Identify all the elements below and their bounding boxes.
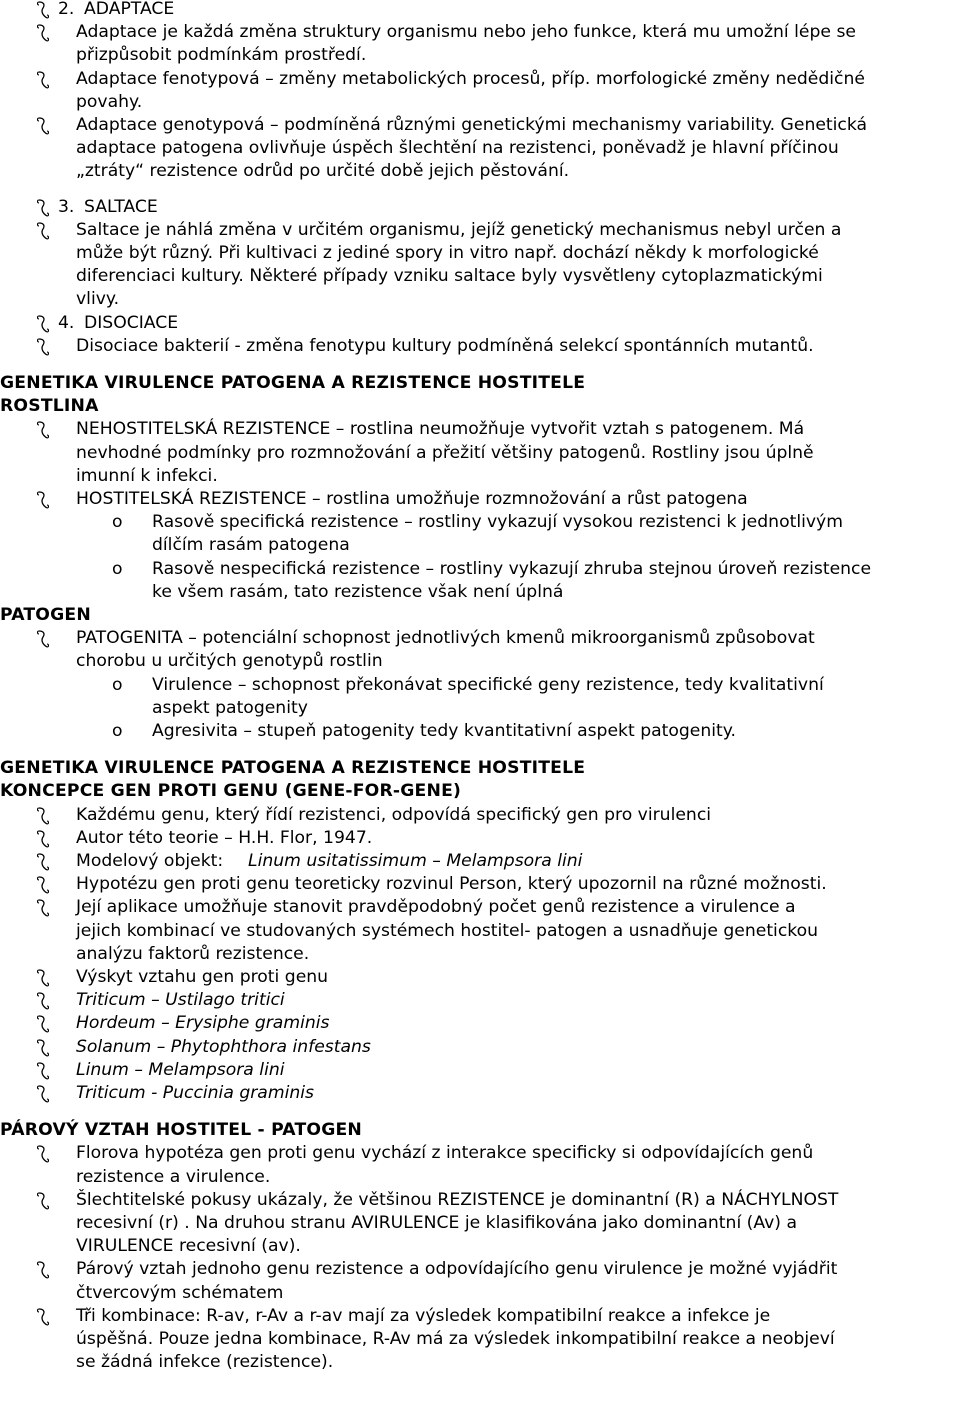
list-item: čtvercovým schématem [76,1282,284,1303]
section-title: DISOCIACE [84,312,179,333]
list-item: Adaptace genotypová – podmíněná různými genetickými mechanismy variability. Genetická [76,115,868,135]
scroll-bullet-icon [36,1038,50,1058]
scroll-bullet-icon [36,1191,50,1211]
list-item: Adaptace fenotypová – změny metabolických procesů, příp. morfologické změny nedědičné [76,68,865,89]
model-object-value: Linum usitatissimum – Melampsora lini [248,851,583,871]
list-item: rezistence a virulence. [76,1166,271,1187]
list-item: Výskyt vztahu gen proti genu [76,967,329,987]
list-item: Tři kombinace: R-av, r-Av a r-av mají za výsledek kompatibilní reakce a infekce je [76,1305,771,1326]
scroll-bullet-icon [36,0,50,20]
list-item: přizpůsobit podmínkám prostředí. [76,45,367,66]
section-heading: PÁROVÝ VZTAH HOSTITEL - PATOGEN [0,1120,363,1141]
scroll-bullet-icon [36,1084,50,1104]
section-number: 2. [58,0,75,19]
sub-list-item: aspekt patogenity [152,697,308,718]
scroll-bullet-icon [36,1260,50,1280]
scroll-bullet-icon [36,968,50,988]
section-heading: GENETIKA VIRULENCE PATOGENA A REZISTENCE HOSTITELE [0,373,586,393]
section-title: SALTACE [84,196,158,217]
host-pathogen-pair: Solanum – Phytophthora infestans [76,1036,371,1057]
section-title: ADAPTACE [84,0,175,19]
sub-bullet-marker: o [112,512,123,533]
sub-bullet-marker: o [112,674,123,695]
list-item: NEHOSTITELSKÁ REZISTENCE – rostlina neumožňuje vytvořit vztah s patogenem. Má [76,419,805,440]
sub-list-item: Rasově nespecifická rezistence – rostliny vykazují zhruba stejnou úroveň rezistence [152,558,872,579]
section-number: 3. [58,196,75,217]
sub-list-item: dílčím rasám patogena [152,535,350,556]
list-item: VIRULENCE recesivní (av). [76,1236,301,1257]
list-item: Její aplikace umožňuje stanovit pravděpodobný počet genů rezistence a virulence a [76,897,796,918]
section-heading: ROSTLINA [0,396,99,417]
list-item: HOSTITELSKÁ REZISTENCE – rostlina umožňuje rozmnožování a růst patogena [76,489,748,509]
list-item: imunní k infekci. [76,465,218,486]
scroll-bullet-icon [36,1144,50,1164]
scroll-bullet-icon [36,23,50,43]
list-item: analýzu faktorů rezistence. [76,943,310,964]
scroll-bullet-icon [36,1014,50,1034]
sub-bullet-marker: o [112,721,123,741]
list-item: se žádná infekce (rezistence). [76,1352,334,1373]
list-item: Hypotézu gen proti genu teoreticky rozvinul Person, který upozornil na různé možnosti. [76,874,827,895]
list-item: povahy. [76,91,143,112]
list-item: nevhodné podmínky pro rozmnožování a přežití většiny patogenů. Rostliny jsou úplně [76,442,814,463]
scroll-bullet-icon [36,852,50,872]
sub-list-item: Virulence – schopnost překonávat specifické geny rezistence, tedy kvalitativní [152,674,824,695]
sub-bullet-marker: o [112,558,123,579]
sub-list-item: Agresivita – stupeň patogenity tedy kvantitativní aspekt patogenity. [152,721,736,741]
scroll-bullet-icon [36,198,50,218]
list-item: může být různý. Při kultivaci z jediné spory in vitro např. dochází někdy k morfologické [76,243,819,263]
scroll-bullet-icon [36,806,50,826]
sub-list-item: Rasově specifická rezistence – rostliny vykazují vysokou rezistenci k jednotlivým [152,512,843,533]
list-item: recesivní (r) . Na druhou stranu AVIRULENCE je klasifikována jako dominantní (Av) a [76,1213,798,1233]
host-pathogen-pair: Hordeum – Erysiphe graminis [76,1013,330,1034]
section-number: 4. [58,312,75,333]
list-item: chorobu u určitých genotypů rostlin [76,651,383,672]
scroll-bullet-icon [36,898,50,918]
list-item: Disociace bakterií - změna fenotypu kultury podmíněná selekcí spontánních mutantů. [76,335,814,356]
list-item: Saltace je náhlá změna v určitém organismu, jejíž genetický mechanismus nebyl určen a [76,219,842,240]
list-item: Šlechtitelské pokusy ukázaly, že většinou REZISTENCE je dominantní (R) a NÁCHYLNOST [76,1189,839,1210]
list-item: Každému genu, který řídí rezistenci, odpovídá specifický gen pro virulenci [76,804,712,825]
scroll-bullet-icon [36,337,50,357]
list-item: „ztráty“ rezistence odrůd po určité době jejich pěstování. [76,161,570,182]
list-item: adaptace patogena ovlivňuje úspěch šlechtění na rezistenci, poněvadž je hlavní příčinou [76,138,839,159]
scroll-bullet-icon [36,829,50,849]
host-pathogen-pair: Linum – Melampsora lini [76,1059,285,1080]
host-pathogen-pair: Triticum – Ustilago tritici [76,990,285,1011]
scroll-bullet-icon [36,70,50,90]
list-item: Florova hypotéza gen proti genu vychází z interakce specificky si odpovídajících genů [76,1143,814,1164]
scroll-bullet-icon [36,420,50,440]
list-item: diferenciaci kultury. Některé případy vzniku saltace byly vysvětleny cytoplazmatickými [76,266,823,287]
list-item: Párový vztah jednoho genu rezistence a odpovídajícího genu virulence je možné vyjádřit [76,1259,838,1280]
section-heading: PATOGEN [0,605,91,625]
scroll-bullet-icon [36,314,50,334]
list-item: jejich kombinací ve studovaných systémech hostitel- patogen a usnadňuje genetickou [76,920,819,941]
host-pathogen-pair: Triticum - Puccinia graminis [76,1083,314,1103]
list-item: vlivy. [76,289,120,310]
list-item: Adaptace je každá změna struktury organismu nebo jeho funkce, která mu umožní lépe se [76,22,856,43]
scroll-bullet-icon [36,1307,50,1327]
scroll-bullet-icon [36,629,50,649]
list-item: Autor této teorie – H.H. Flor, 1947. [76,827,373,848]
model-object-label: Modelový objekt: [76,851,224,871]
scroll-bullet-icon [36,875,50,895]
section-heading: KONCEPCE GEN PROTI GENU (GENE-FOR-GENE) [0,781,462,802]
section-heading: GENETIKA VIRULENCE PATOGENA A REZISTENCE HOSTITELE [0,758,586,779]
scroll-bullet-icon [36,991,50,1011]
list-item: úspěšná. Pouze jedna kombinace, R-Av má za výsledek inkompatibilní reakce a neobjeví [76,1329,835,1349]
scroll-bullet-icon [36,116,50,136]
scroll-bullet-icon [36,1061,50,1081]
sub-list-item: ke všem rasám, tato rezistence však není úplná [152,581,564,602]
scroll-bullet-icon [36,221,50,241]
list-item: PATOGENITA – potenciální schopnost jednotlivých kmenů mikroorganismů způsobovat [76,628,815,649]
scroll-bullet-icon [36,490,50,510]
